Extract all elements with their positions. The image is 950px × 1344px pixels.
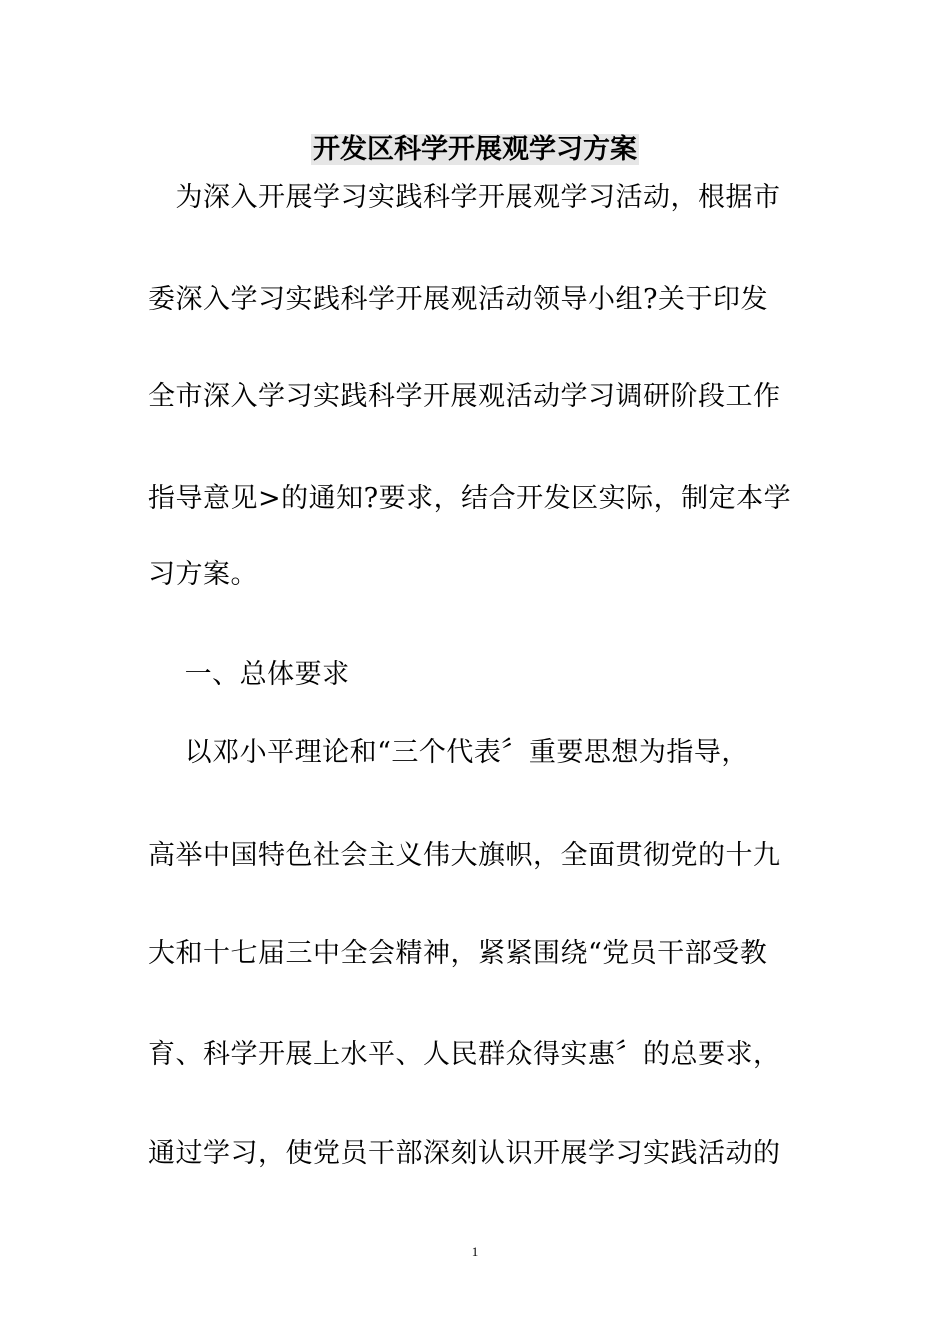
section-heading: 一、总体要求 (148, 659, 350, 690)
paragraph-line: 全市深入学习实践科学开展观活动学习调研阶段工作 (148, 381, 781, 412)
paragraph-line: 为深入开展学习实践科学开展观学习活动，根据市 (148, 182, 781, 213)
page-number: 1 (471, 1244, 479, 1259)
paragraph-line: 育、科学开展上水平、人民群众得实惠〞的总要求， (148, 1039, 781, 1070)
document-title-text: 开发区科学开展观学习方案 (313, 134, 637, 165)
paragraph-line: 以邓小平理论和“三个代表〞重要思想为指导， (148, 737, 749, 768)
paragraph-line: 高举中国特色社会主义伟大旗帜，全面贯彻党的十九 (148, 840, 781, 871)
paragraph-line: 通过学习，使党员干部深刻认识开展学习实践活动的 (148, 1138, 781, 1169)
document-title (0, 130, 950, 170)
paragraph-line: 指导意见>的通知?要求，结合开发区实际，制定本学 (148, 483, 792, 514)
paragraph-line: 大和十七届三中全会精神，紧紧围绕“党员干部受教 (148, 938, 768, 969)
paragraph-line: 习方案。 (148, 559, 258, 590)
paragraph-line: 委深入学习实践科学开展观活动领导小组?关于印发 (148, 284, 768, 315)
